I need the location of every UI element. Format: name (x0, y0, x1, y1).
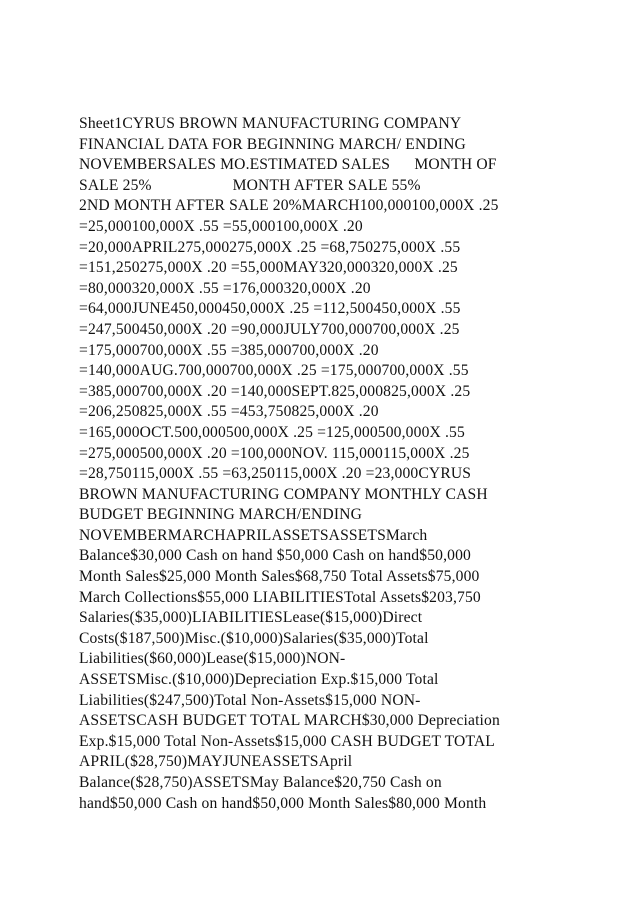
document-line: Month Sales$25,000 Month Sales$68,750 Total Assets$75,000 (79, 568, 480, 586)
document-line: =28,750115,000X .55 =63,250115,000X .20 =23,000CYRUS (79, 465, 472, 483)
document-line: Liabilities($247,500)Total Non-Assets$15,000 NON- (79, 691, 421, 709)
document-line: ASSETSCASH BUDGET TOTAL MARCH$30,000 Depreciation (79, 712, 500, 730)
document-line: March Collections$55,000 LIABILITIESTotal Assets$203,750 (79, 588, 481, 606)
document-line: =140,000AUG.700,000700,000X .25 =175,000700,000X .55 (79, 362, 469, 380)
document-line: =275,000500,000X .20 =100,000NOV. 115,000115,000X .25 (79, 444, 470, 462)
document-line: Balance($28,750)ASSETSMay Balance$20,750 Cash on (79, 774, 442, 791)
document-line: =206,250825,000X .55 =453,750825,000X .20 (79, 403, 379, 421)
document-line: NOVEMBERSALES MO.ESTIMATED SALES MONTH OF (79, 156, 497, 174)
document-line: Exp.$15,000 Total Non-Assets$15,000 CASH BUDGET TOTAL (79, 732, 495, 750)
document-line: NOVEMBERMARCHAPRILASSETSASSETSMarch (79, 526, 428, 544)
document-line: =385,000700,000X .20 =140,000SEPT.825,000825,000X .25 (79, 382, 471, 400)
document-line: Costs($187,500)Misc.($10,000)Salaries($35,000)Total (79, 629, 429, 647)
document-line: =175,000700,000X .55 =385,000700,000X .20 (79, 341, 379, 359)
document-line: APRIL($28,750)MAYJUNEASSETSApril (79, 753, 353, 771)
document-line: =20,000APRIL275,000275,000X .25 =68,750275,000X .55 (79, 238, 461, 256)
document-line: =80,000320,000X .55 =176,000320,000X .20 (79, 279, 371, 297)
document-line: =25,000100,000X .55 =55,000100,000X .20 (79, 217, 363, 235)
document-line: Liabilities($60,000)Lease($15,000)NON- (79, 650, 346, 668)
document-body (79, 114, 619, 814)
document-line: =165,000OCT.500,000500,000X .25 =125,000500,000X .55 (79, 423, 465, 441)
document-line: =247,500450,000X .20 =90,000JULY700,000700,000X .25 (79, 320, 460, 338)
document-line: =151,250275,000X .20 =55,000MAY320,000320,000X .25 (79, 259, 458, 277)
document-line: hand$50,000 Cash on hand$50,000 Month Sales$80,000 Month (79, 794, 487, 812)
document-line: Balance$30,000 Cash on hand $50,000 Cash on hand$50,000 (79, 547, 471, 565)
document-line: Salaries($35,000)LIABILITIESLease($15,000)Direct (79, 609, 423, 627)
document-line: BROWN MANUFACTURING COMPANY MONTHLY CASH (79, 485, 488, 503)
document-line: =64,000JUNE450,000450,000X .25 =112,500450,000X .55 (79, 300, 461, 318)
document-line: SALE 25% MONTH AFTER SALE 55% (79, 176, 421, 194)
document-line: ASSETSMisc.($10,000)Depreciation Exp.$15,000 Total (79, 671, 439, 689)
document-line: FINANCIAL DATA FOR BEGINNING MARCH/ ENDING (79, 135, 466, 153)
document-line: Sheet1CYRUS BROWN MANUFACTURING COMPANY (79, 115, 462, 132)
document-line: BUDGET BEGINNING MARCH/ENDING (79, 506, 363, 524)
document-line: 2ND MONTH AFTER SALE 20%MARCH100,000100,000X .25 (79, 197, 499, 215)
